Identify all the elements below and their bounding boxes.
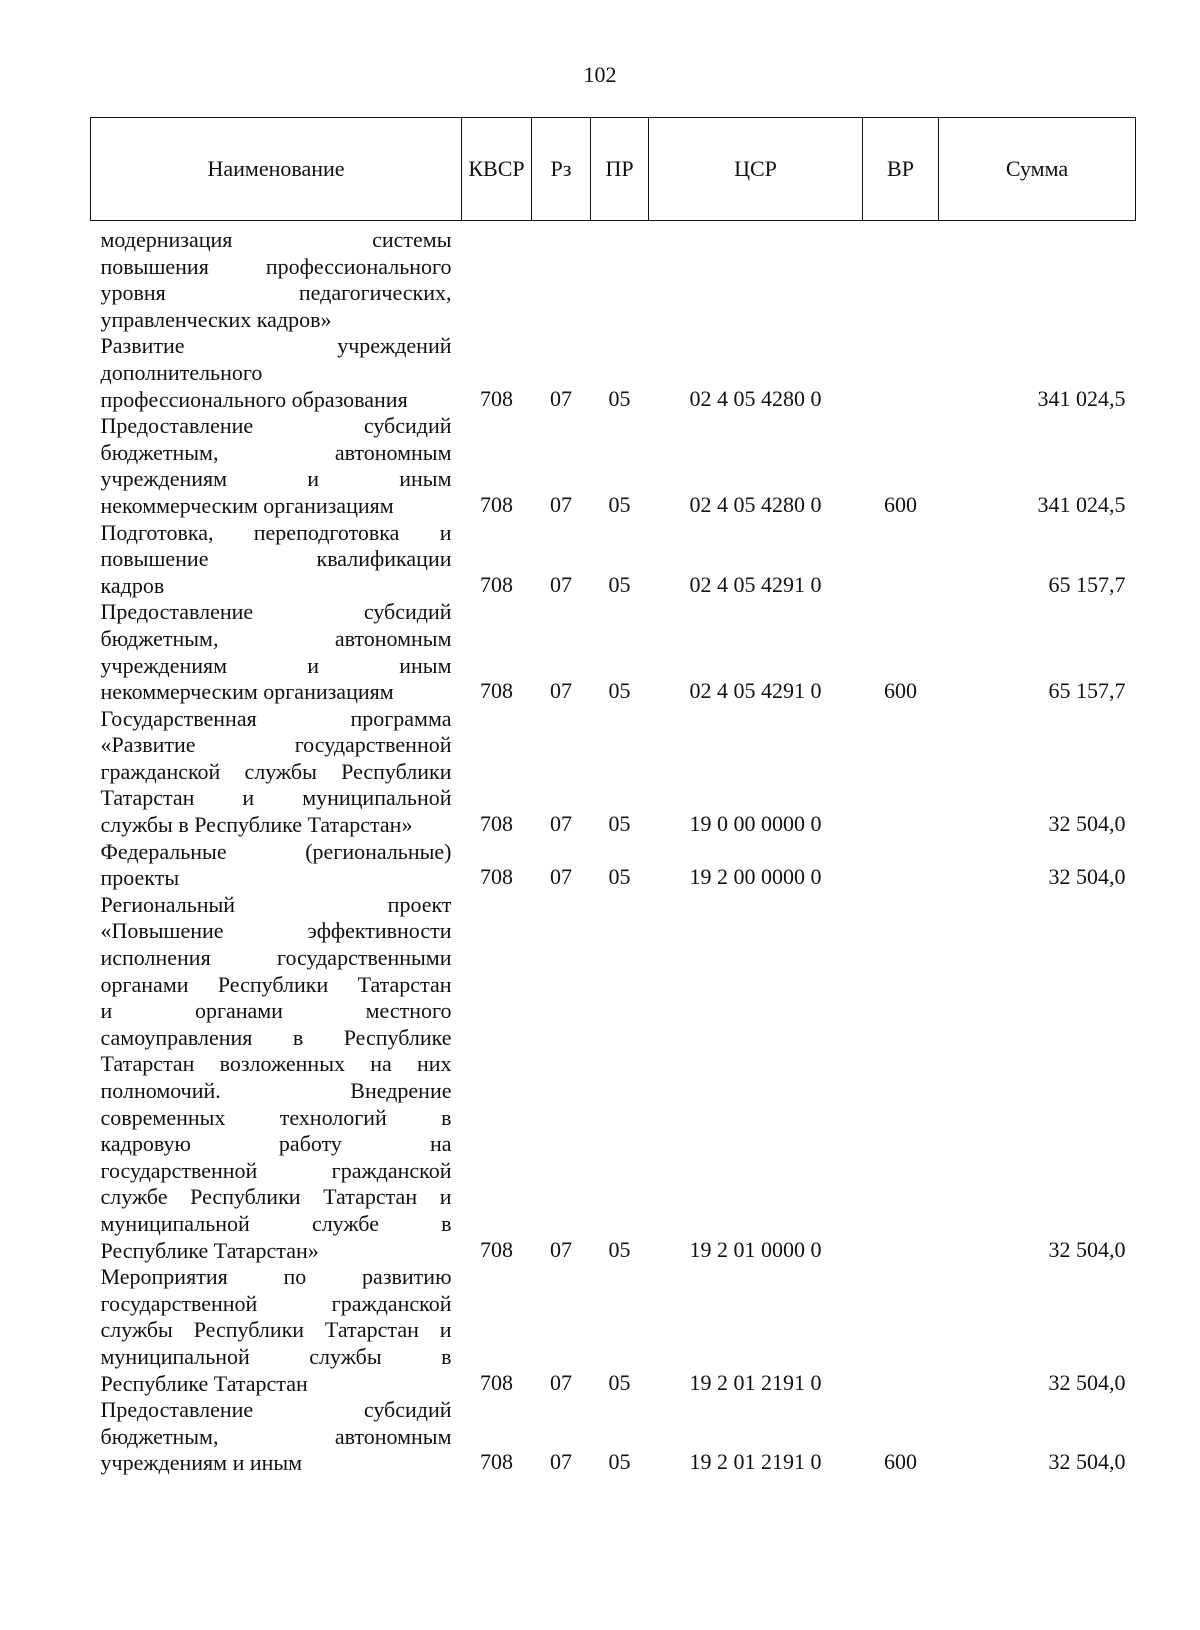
row-name-line: Татарстан и муниципальной (100, 785, 452, 811)
row-name-line: учреждениям и иным (100, 652, 452, 678)
row-vr (863, 520, 939, 600)
row-kvsr: 708 (480, 678, 513, 704)
header-csr: ЦСР (649, 118, 863, 221)
row-rz: 07 (550, 864, 572, 890)
row-name-line: Региональный проект (100, 891, 452, 917)
row-name-line: бюджетным, автономным (100, 439, 452, 465)
row-vr (863, 892, 939, 1264)
row-rz: 07 (550, 1369, 572, 1395)
row-kvsr: 708 (480, 1236, 513, 1262)
row-kvsr: 708 (480, 571, 513, 597)
row-sum: 341 024,5 (1037, 491, 1126, 517)
row-name (91, 221, 462, 334)
row-name-line: «Развитие государственной (100, 732, 452, 758)
row-name-line: Республике Татарстан» (100, 1237, 319, 1263)
row-name-line: Татарстан возложенных на них (100, 1051, 452, 1077)
row-sum: 32 504,0 (1048, 811, 1126, 837)
table-body (91, 221, 1136, 1477)
row-sum: 65 157,7 (1048, 678, 1126, 704)
row-name-line: и органами местного (100, 998, 452, 1024)
row-rz: 07 (550, 1449, 572, 1475)
row-pr: 05 (608, 1449, 631, 1475)
row-name-line: гражданской службы Республики (100, 758, 452, 784)
row-rz (532, 221, 591, 334)
row-name-line: кадров (100, 572, 165, 598)
table-row (91, 221, 1136, 334)
row-vr (863, 839, 939, 892)
row-rz: 07 (550, 811, 572, 837)
row-pr (591, 221, 649, 334)
row-pr: 05 (608, 811, 631, 837)
row-name-line: повышение квалификации (100, 546, 452, 572)
row-kvsr: 708 (480, 491, 513, 517)
row-name (91, 839, 462, 892)
row-name-line: «Повышение эффективности (100, 918, 452, 944)
table-row (91, 839, 1136, 892)
table-row (91, 1397, 1136, 1477)
row-name-line: органами Республики Татарстан (100, 971, 452, 997)
row-kvsr: 708 (480, 864, 513, 890)
row-name-line: кадровую работу на (100, 1131, 452, 1157)
row-pr: 05 (608, 1369, 631, 1395)
row-name-line: Предоставление субсидий (100, 599, 452, 625)
budget-table (90, 117, 1136, 1477)
row-sum (939, 221, 1136, 334)
row-csr: 02 4 05 4291 0 (689, 571, 822, 597)
row-csr: 19 2 01 2191 0 (689, 1449, 822, 1475)
row-pr: 05 (608, 864, 631, 890)
row-name-line: муниципальной службе в (100, 1210, 452, 1236)
row-name-line: муниципальной службы в (100, 1343, 452, 1369)
row-csr (649, 221, 863, 334)
row-name-line: службы Республики Татарстан и (100, 1317, 452, 1343)
row-name-line: бюджетным, автономным (100, 1423, 452, 1449)
row-kvsr: 708 (480, 1449, 513, 1475)
row-vr: 600 (884, 491, 917, 517)
row-csr: 19 2 01 2191 0 (689, 1369, 822, 1395)
row-sum: 65 157,7 (1048, 571, 1126, 597)
table-row (91, 413, 1136, 519)
row-csr: 19 2 01 0000 0 (689, 1236, 822, 1262)
row-name-line: Предоставление субсидий (100, 1397, 452, 1423)
row-name-line: службы в Республике Татарстан» (100, 812, 413, 838)
row-name (91, 892, 462, 1264)
row-vr (863, 1264, 939, 1397)
row-rz: 07 (550, 678, 572, 704)
header-pr: ПР (591, 118, 649, 221)
header-sum: Сумма (939, 118, 1136, 221)
row-name-line: Развитие учреждений (100, 333, 452, 359)
table-row (91, 1264, 1136, 1397)
row-vr (863, 221, 939, 334)
row-name-line: Государственная программа (100, 705, 452, 731)
table-row (91, 599, 1136, 705)
row-kvsr: 708 (480, 811, 513, 837)
row-name-line: службе Республики Татарстан и (100, 1184, 452, 1210)
table-row (91, 892, 1136, 1264)
row-name-line: исполнения государственными (100, 945, 452, 971)
page-number: 102 (583, 62, 617, 87)
row-rz: 07 (550, 385, 572, 411)
header-name: Наименование (91, 118, 462, 221)
row-name-line: проекты (100, 865, 180, 891)
table-row (91, 333, 1136, 413)
row-kvsr: 708 (480, 385, 513, 411)
row-sum: 341 024,5 (1037, 385, 1126, 411)
row-name (91, 706, 462, 839)
header-vr: ВР (863, 118, 939, 221)
row-csr: 19 2 00 0000 0 (689, 864, 822, 890)
row-vr (863, 333, 939, 413)
row-name-line: управленческих кадров» (100, 306, 332, 332)
row-pr: 05 (608, 678, 631, 704)
table-header-row (91, 118, 1136, 221)
row-vr: 600 (884, 1449, 917, 1475)
row-name-line: Подготовка, переподготовка и (100, 519, 452, 545)
row-name-line: учреждениям и иным (100, 1450, 303, 1476)
row-name (91, 1397, 462, 1477)
row-rz: 07 (550, 491, 572, 517)
row-pr: 05 (608, 491, 631, 517)
row-kvsr: 708 (480, 1369, 513, 1395)
row-vr: 600 (884, 678, 917, 704)
row-name-line: полномочий. Внедрение (100, 1078, 452, 1103)
row-csr: 02 4 05 4280 0 (689, 385, 822, 411)
table-row (91, 520, 1136, 600)
row-sum: 32 504,0 (1048, 1236, 1126, 1262)
row-rz: 07 (550, 571, 572, 597)
table-row (91, 706, 1136, 839)
row-vr (863, 706, 939, 839)
row-sum: 32 504,0 (1048, 1449, 1126, 1475)
row-rz: 07 (550, 1236, 572, 1262)
row-name-line: дополнительного (100, 359, 263, 385)
row-name-line: некоммерческим организациям (100, 492, 394, 518)
row-name-line: уровня педагогических, (100, 280, 452, 306)
row-csr: 02 4 05 4291 0 (689, 678, 822, 704)
row-name (91, 599, 462, 705)
row-name (91, 413, 462, 519)
row-name-line: современных технологий в (100, 1104, 452, 1130)
row-name (91, 520, 462, 600)
row-pr: 05 (608, 1236, 631, 1262)
row-sum: 32 504,0 (1048, 1369, 1126, 1395)
row-sum: 32 504,0 (1048, 864, 1126, 890)
row-name (91, 1264, 462, 1397)
row-csr: 19 0 00 0000 0 (689, 811, 822, 837)
row-name-line: бюджетным, автономным (100, 625, 452, 651)
row-name-line: самоуправления в Республике (100, 1024, 452, 1050)
header-kvsr: КВСР (462, 118, 532, 221)
row-name-line: некоммерческим организациям (100, 679, 394, 705)
row-name (91, 333, 462, 413)
row-pr: 05 (608, 385, 631, 411)
row-name-line: повышения профессионального (100, 253, 452, 279)
row-name-line: государственной гражданской (100, 1290, 452, 1316)
header-rz: Рз (532, 118, 591, 221)
row-kvsr (462, 221, 532, 334)
row-name-line: профессионального образования (100, 386, 408, 412)
row-csr: 02 4 05 4280 0 (689, 491, 822, 517)
row-name-line: Мероприятия по развитию (100, 1264, 452, 1290)
row-name-line: Республике Татарстан (100, 1370, 308, 1396)
row-name-line: Предоставление субсидий (100, 413, 452, 439)
row-pr: 05 (608, 571, 631, 597)
row-name-line: учреждениям и иным (100, 466, 452, 492)
row-name-line: государственной гражданской (100, 1157, 452, 1183)
row-name-line: модернизация системы (100, 227, 452, 252)
row-name-line: Федеральные (региональные) (100, 838, 452, 864)
